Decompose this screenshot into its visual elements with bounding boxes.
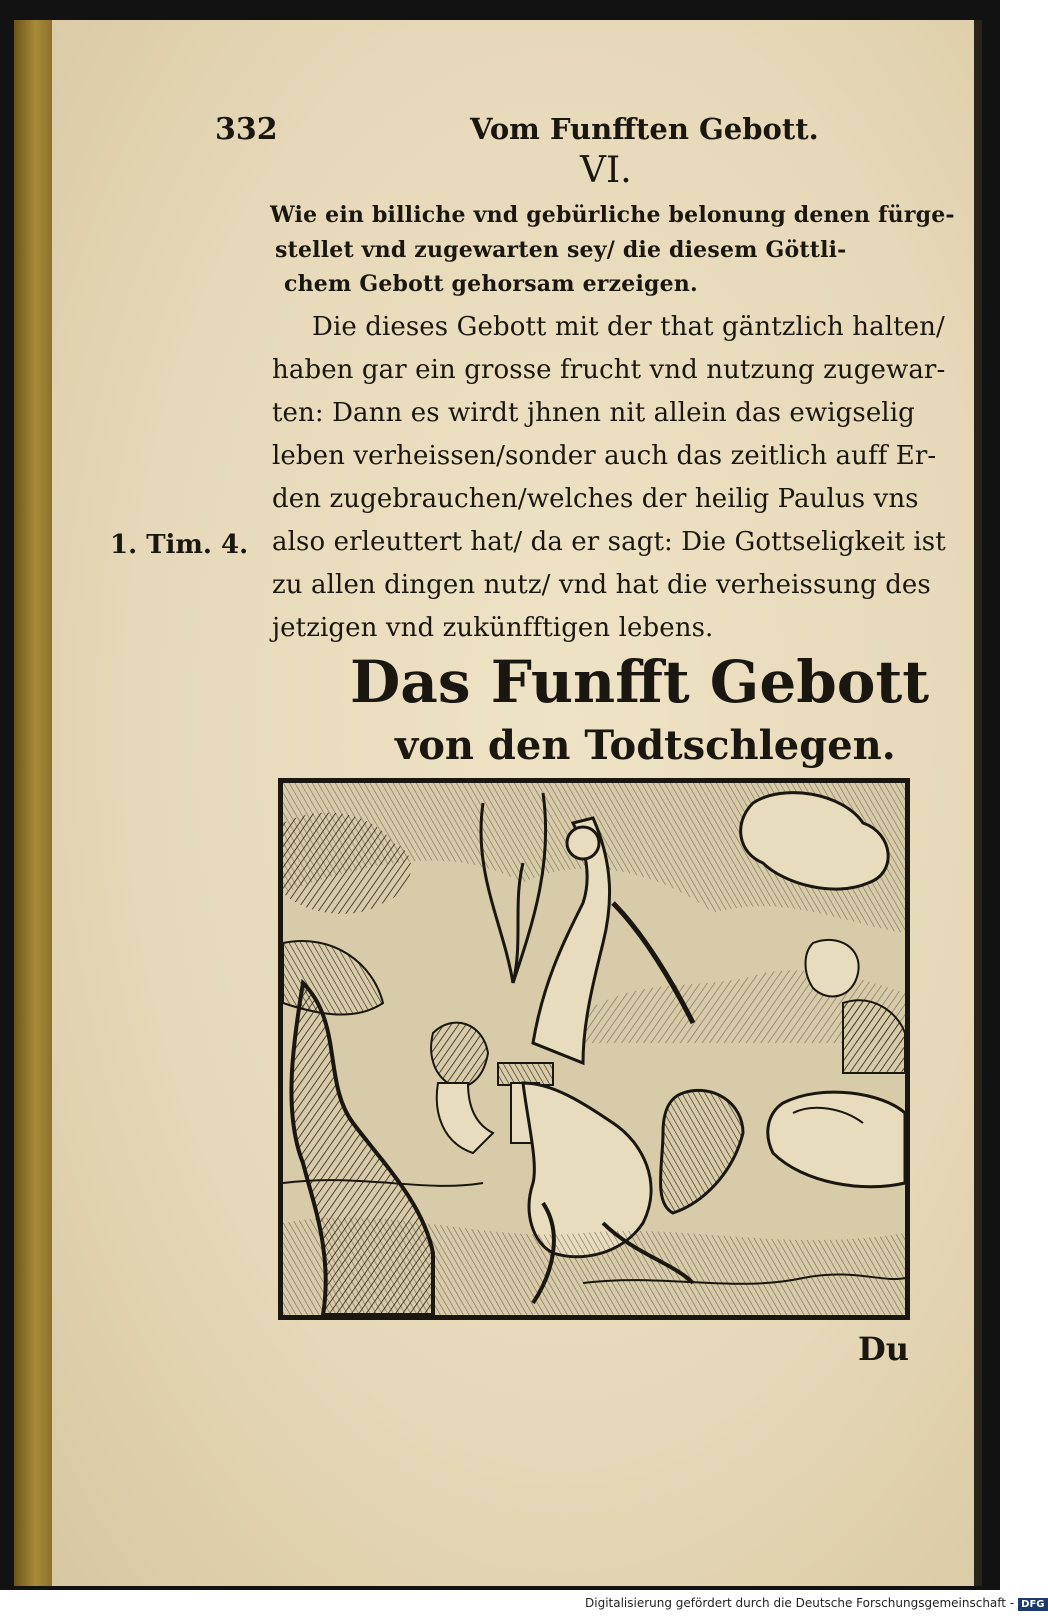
summary-line: stellet vnd zugewarten sey/ die diesem Göttli-: [275, 237, 847, 263]
section-subtitle: von den Todtschlegen.: [395, 722, 896, 769]
body-line: Die dieses Gebott mit der that gäntzlich halten/: [312, 312, 945, 342]
body-line: haben gar ein grosse frucht vnd nutzung zugewar-: [272, 355, 946, 385]
section-title: Das Funfft Gebott: [350, 648, 930, 716]
dfg-logo: DFG: [1018, 1598, 1047, 1611]
body-line: ten: Dann es wirdt jhnen nit allein das ewigselig: [272, 398, 915, 428]
digitization-footer: [585, 1596, 1048, 1611]
body-line: zu allen dingen nutz/ vnd hat die verheissung des: [272, 570, 931, 600]
running-head: Vom Funfften Gebott.: [470, 112, 819, 146]
body-line: den zugebrauchen/welches der heilig Paulus vns: [272, 484, 919, 514]
body-line: leben verheissen/sonder auch das zeitlich auff Er-: [272, 441, 937, 471]
footer-text: Digitalisierung gefördert durch die Deutsche Forschungsgemeinschaft -: [585, 1596, 1015, 1610]
woodcut-scene-drawing: [283, 783, 905, 1315]
chapter-number: VI.: [580, 150, 632, 191]
summary-line: Wie ein billiche vnd gebürliche belonung denen fürge-: [270, 202, 955, 228]
page-number: 332: [215, 112, 278, 147]
catchword: Du: [858, 1330, 910, 1368]
page-right-edge: [974, 20, 982, 1586]
summary-line: chem Gebott gehorsam erzeigen.: [284, 271, 698, 297]
woodcut-illustration: [278, 778, 910, 1320]
body-line: jetzigen vnd zukünfftigen lebens.: [272, 613, 714, 643]
margin-note: 1. Tim. 4.: [110, 530, 249, 560]
body-line: also erleuttert hat/ da er sagt: Die Gottseligkeit ist: [272, 527, 946, 557]
